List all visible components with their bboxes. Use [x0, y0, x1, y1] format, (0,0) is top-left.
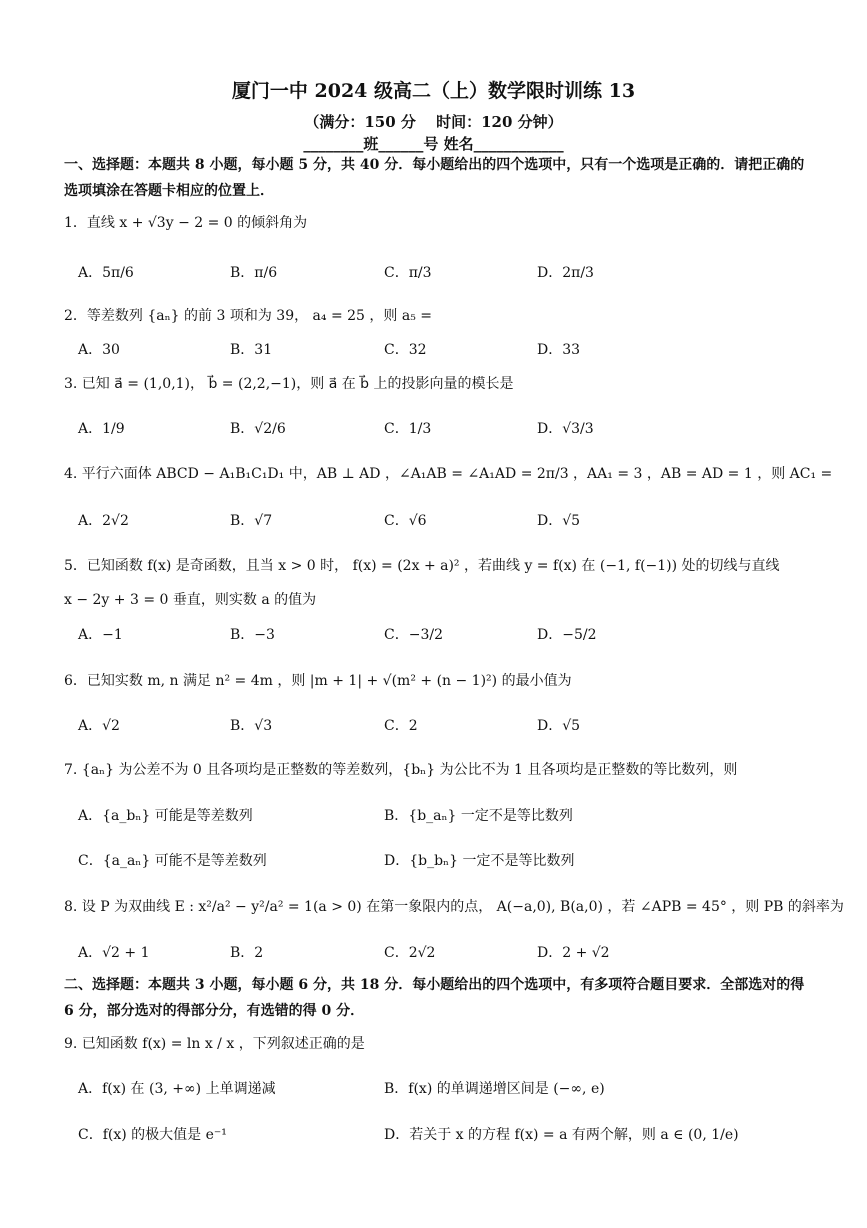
q1-option-c: C．π/3 [384, 265, 432, 281]
q2-option-b: B．31 [230, 342, 273, 358]
q7-option-c: C．{a_aₙ} 可能不是等差数列 [78, 853, 267, 869]
q9-option-d: D．若关于 x 的方程 f(x) = a 有两个解，则 a ∈ (0, 1/e) [384, 1127, 739, 1143]
question-1-stem: 1．直线 x + √3y − 2 = 0 的倾斜角为 [64, 215, 308, 231]
q2-option-a: A．30 [78, 342, 120, 358]
q6-option-d: D．√5 [537, 718, 581, 734]
question-8-stem: 8. 设 P 为双曲线 E : x²/a² − y²/a² = 1(a > 0) 在第一象限内的点， A(−a,0), B(a,0) ，若 ∠APB = 45° ，则 PB 的斜率为 [64, 899, 844, 915]
question-6-stem: 6．已知实数 m, n 满足 n² = 4m ，则 |m + 1| + √(m² + (n − 1)²) 的最小值为 [64, 673, 572, 689]
q9-option-c: C．f(x) 的极大值是 e⁻¹ [78, 1127, 227, 1143]
q3-option-d: D．√3/3 [537, 421, 594, 437]
q4-option-a: A．2√2 [78, 513, 129, 529]
q5-option-a: A．−1 [78, 627, 123, 643]
exam-subtitle: （满分：150 分 时间：120 分钟） [304, 113, 563, 131]
question-5-stem-line-2: x − 2y + 3 = 0 垂直，则实数 a 的值为 [64, 592, 317, 608]
q6-option-b: B．√3 [230, 718, 273, 734]
q1-option-a: A．5π/6 [78, 265, 134, 281]
q3-option-a: A．1/9 [78, 421, 125, 437]
question-7-stem: 7. {aₙ} 为公差不为 0 且各项均是正整数的等差数列，{bₙ} 为公比不为 1 且各项均是正整数的等比数列，则 [64, 762, 738, 778]
section-2-instructions: 二、选择题：本题共 3 小题，每小题 6 分，共 18 分．每小题给出的四个选项中，有多项符合题目要求．全部选对的得 6 分，部分选对的得部分分，有选错的得 0 分． [64, 977, 805, 1019]
exam-title: 厦门一中 2024 级高二（上）数学限时训练 13 [231, 80, 636, 102]
student-name-line: ________班______号 姓名____________ [303, 135, 564, 153]
q2-option-c: C．32 [384, 342, 427, 358]
q3-option-b: B．√2/6 [230, 421, 286, 437]
q7-option-d: D．{b_bₙ} 一定不是等比数列 [384, 853, 575, 869]
q1-option-b: B．π/6 [230, 265, 278, 281]
q8-option-d: D．2 + √2 [537, 945, 610, 961]
q7-option-a: A．{a_bₙ} 可能是等差数列 [78, 808, 253, 824]
question-3-stem: 3. 已知 a⃗ = (1,0,1)， b⃗ = (2,2,−1)，则 a⃗ 在 b⃗ 上的投影向量的模长是 [64, 376, 514, 392]
q9-option-a: A．f(x) 在 (3, +∞) 上单调递减 [78, 1081, 276, 1097]
q8-option-b: B．2 [230, 945, 264, 961]
q6-option-a: A．√2 [78, 718, 120, 734]
q6-option-c: C．2 [384, 718, 418, 734]
q4-option-d: D．√5 [537, 513, 581, 529]
q9-option-b: B．f(x) 的单调递增区间是 (−∞, e) [384, 1081, 605, 1097]
question-2-stem: 2．等差数列 {aₙ} 的前 3 项和为 39， a₄ = 25 ，则 a₅ = [64, 308, 432, 324]
q4-option-c: C．√6 [384, 513, 427, 529]
section-1-instructions: 一、选择题：本题共 8 小题，每小题 5 分，共 40 分．每小题给出的四个选项中，只有一个选项是正确的．请把正确的选项填涂在答题卡相应的位置上． [64, 157, 805, 199]
q5-option-c: C．−3/2 [384, 627, 443, 643]
q5-option-d: D．−5/2 [537, 627, 597, 643]
q8-option-a: A．√2 + 1 [78, 945, 150, 961]
question-5-stem-line-1: 5．已知函数 f(x) 是奇函数，且当 x > 0 时， f(x) = (2x + a)² ，若曲线 y = f(x) 在 (−1, f(−1)) 处的切线与直线 [64, 558, 780, 574]
question-4-stem: 4. 平行六面体 ABCD − A₁B₁C₁D₁ 中，AB ⊥ AD ，∠A₁AB = ∠A₁AD = 2π/3 ，AA₁ = 3 ，AB = AD = 1 ，则 AC₁ = [64, 466, 833, 482]
q8-option-c: C．2√2 [384, 945, 436, 961]
q1-option-d: D．2π/3 [537, 265, 594, 281]
q7-option-b: B．{b_aₙ} 一定不是等比数列 [384, 808, 573, 824]
q2-option-d: D．33 [537, 342, 581, 358]
q4-option-b: B．√7 [230, 513, 273, 529]
question-9-stem: 9. 已知函数 f(x) = ln x / x ，下列叙述正确的是 [64, 1036, 365, 1052]
q5-option-b: B．−3 [230, 627, 275, 643]
q3-option-c: C．1/3 [384, 421, 432, 437]
